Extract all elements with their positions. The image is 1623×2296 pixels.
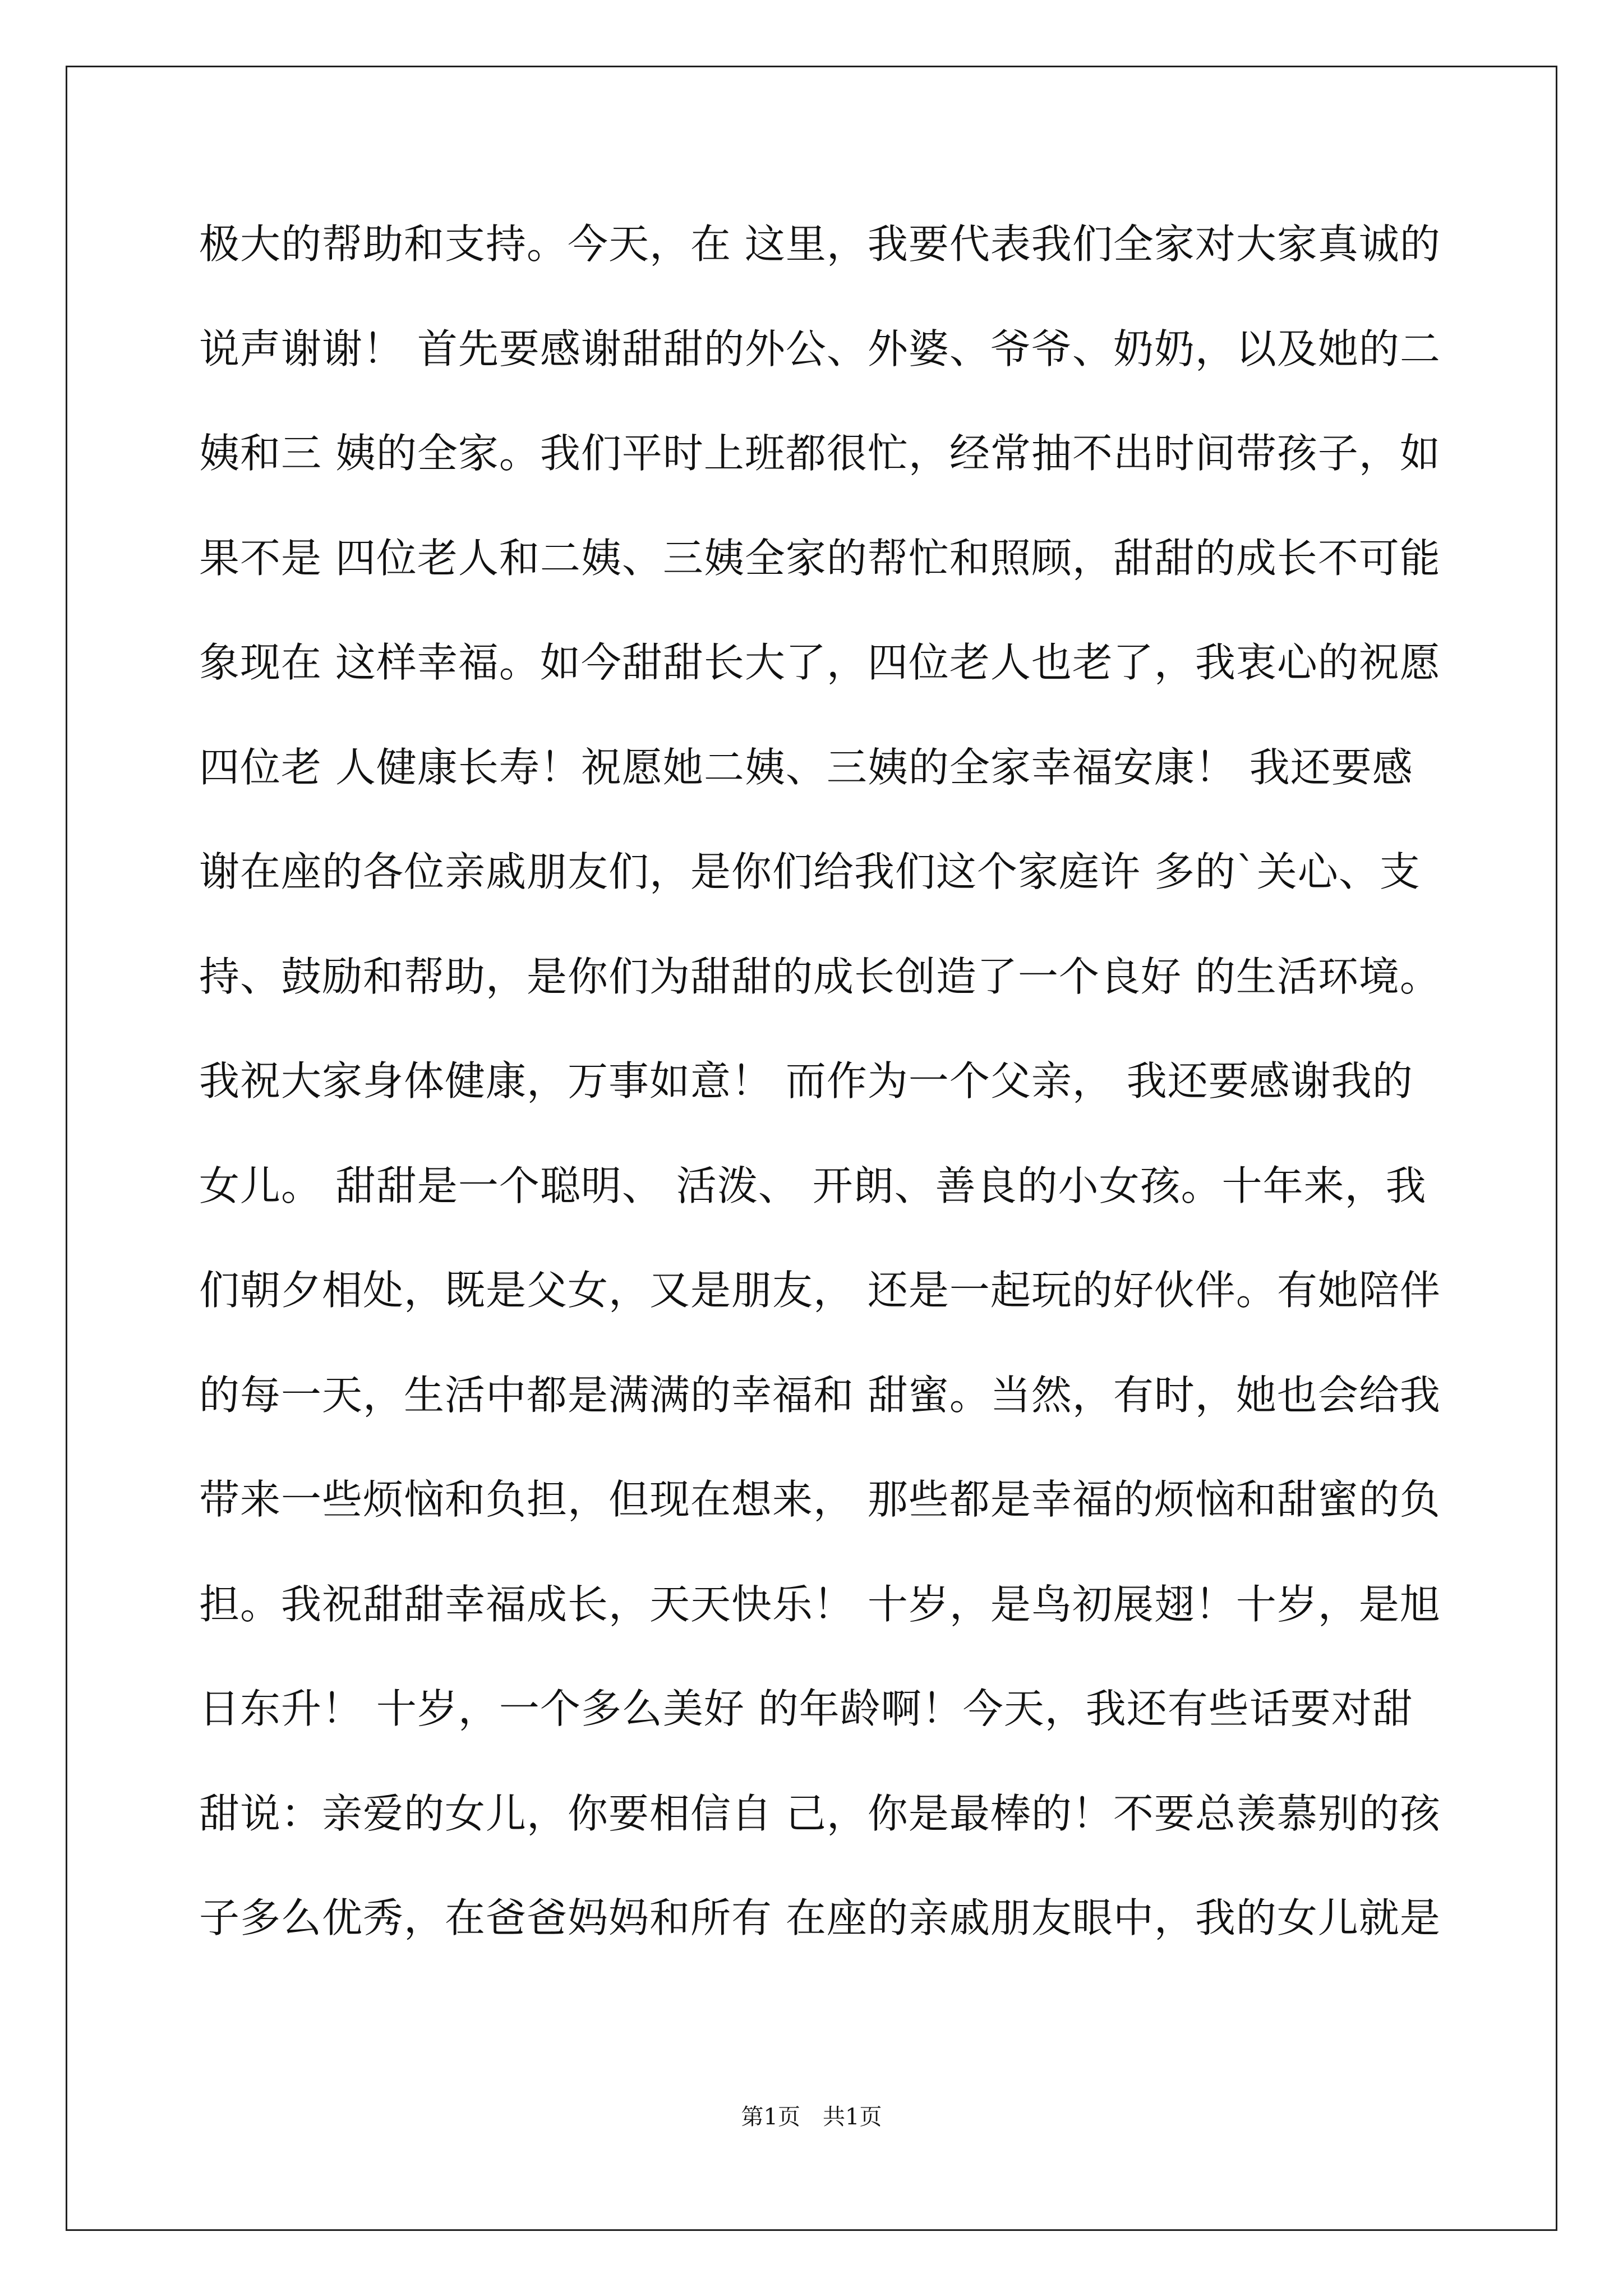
document-body (199, 222, 1461, 2000)
text-line: 姨和三 姨的全家。我们平时上班都很忙，经常抽不出时间带孩子，如 (199, 430, 1441, 477)
text-line: 们朝夕相处，既是父女，又是朋友， 还是一起玩的好伙伴。有她陪伴 (199, 1267, 1441, 1314)
text-line: 甜说：亲爱的女儿，你要相信自 己，你是最棒的！不要总羡慕别的孩 (199, 1789, 1441, 1837)
text-line: 说声谢谢！ 首先要感谢甜甜的外公、外婆、爷爷、奶奶，以及她的二 (199, 325, 1441, 372)
text-line: 子多么优秀，在爸爸妈妈和所有 在座的亲戚朋友眼中，我的女儿就是 (199, 1894, 1441, 1941)
text-line: 带来一些烦恼和负担，但现在想来， 那些都是幸福的烦恼和甜蜜的负 (199, 1476, 1441, 1523)
text-line: 持、鼓励和帮助，是你们为甜甜的成长创造了一个良好 的生活环境。 (199, 953, 1441, 1000)
text-line: 果不是 四位老人和二姨、三姨全家的帮忙和照顾，甜甜的成长不可能 (199, 534, 1441, 582)
text-line: 我祝大家身体健康，万事如意！ 而作为一个父亲， 我还要感谢我的 (199, 1057, 1413, 1105)
text-line: 日东升！ 十岁，一个多么美好 的年龄啊！今天，我还有些话要对甜 (199, 1685, 1413, 1732)
text-line: 四位老 人健康长寿！祝愿她二姨、三姨的全家幸福安康！ 我还要感 (199, 743, 1413, 791)
text-line: 担。我祝甜甜幸福成长，天天快乐！ 十岁，是鸟初展翅！十岁，是旭 (199, 1580, 1441, 1628)
text-line: 象现在 这样幸福。如今甜甜长大了，四位老人也老了，我衷心的祝愿 (199, 639, 1441, 686)
text-line: 极大的帮助和支持。今天，在 这里，我要代表我们全家对大家真诚的 (199, 220, 1441, 268)
text-line: 谢在座的各位亲戚朋友们，是你们给我们这个家庭许 多的`关心、支 (199, 848, 1421, 895)
text-line: 女儿。 甜甜是一个聪明、 活泼、 开朗、善良的小女孩。十年来，我 (199, 1162, 1427, 1209)
page-footer: 第1页 共1页 (741, 2104, 882, 2130)
text-line: 的每一天，生活中都是满满的幸福和 甜蜜。当然，有时，她也会给我 (199, 1371, 1441, 1419)
